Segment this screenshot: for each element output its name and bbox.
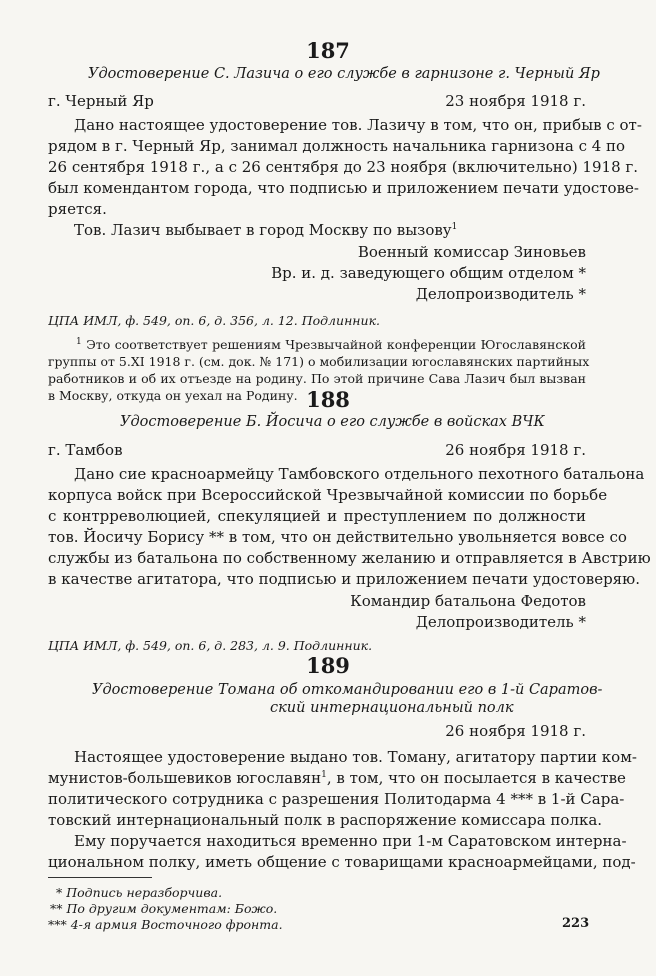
doc-place-188: г. Тамбов	[48, 441, 123, 459]
text-span: мунистов-большевиков югославян	[48, 769, 322, 787]
note-line: группы от 5.XI 1918 г. (см. док. № 171) о мобилизации югославянских партийных	[48, 354, 590, 369]
text-line: рядом в г. Черный Яр, занимал должность начальника гарнизона с 4 по	[48, 137, 626, 155]
footnote-mark: *	[56, 885, 63, 900]
doc-place-187: г. Черный Яр	[48, 92, 154, 110]
text-line: товский интернациональный полк в распоряжение комиссара полка.	[48, 811, 603, 829]
archive-source: ЦПА ИМЛ, ф. 549, оп. 6, д. 356, л. 12. Подлинник.	[48, 313, 381, 328]
doc-number-187: 187	[306, 38, 350, 63]
text-span: Тов. Лазич выбывает в город Москву по вызову	[74, 221, 452, 239]
signature-line: Делопроизводитель *	[415, 285, 586, 303]
text-line: в качестве агитатора, что подписью и приложением печати удостоверяю.	[48, 570, 640, 588]
note-line: работников и об их отъезде на родину. По этой причине Сава Лазич был вызван	[48, 371, 586, 386]
text-line: Ему поручается находиться временно при 1-м Саратовском интерна-	[74, 832, 627, 850]
text-line	[74, 221, 457, 239]
signature-line: Командир батальона Федотов	[350, 592, 586, 610]
doc-date-187: 23 ноября 1918 г.	[445, 92, 586, 110]
note-text: Это соответствует решениям Чрезвычайной конференции Югославянской	[86, 337, 586, 352]
page-number: 223	[562, 916, 590, 931]
note-line: в Москву, откуда он уехал на Родину.	[48, 388, 298, 403]
text-line: 26 сентября 1918 г., а с 26 сентября до 23 ноября (включительно) 1918 г.	[48, 158, 639, 176]
note-mark: 1	[76, 336, 82, 347]
text-line: тов. Йосичу Борису ** в том, что он действительно увольняется вовсе со	[48, 528, 627, 546]
footnote-text: Подпись неразборчива.	[66, 885, 223, 900]
doc-title-188: Удостоверение Б. Йосича о его службе в войсках ВЧК	[120, 414, 545, 430]
text-line: с контрреволюцией, спекуляцией и преступлением по должности	[48, 507, 586, 525]
doc-date-189: 26 ноября 1918 г.	[445, 722, 586, 740]
text-line	[48, 769, 626, 787]
footnote-line	[48, 917, 283, 932]
text-line: корпуса войск при Всероссийской Чрезвычайной комиссии по борьбе	[48, 486, 608, 504]
archive-source: ЦПА ИМЛ, ф. 549, оп. 6, д. 283, л. 9. Подлинник.	[48, 638, 373, 653]
signature-line: Делопроизводитель *	[415, 613, 586, 631]
text-line: ряется.	[48, 200, 107, 218]
text-line: Дано сие красноармейцу Тамбовского отдельного пехотного батальона	[74, 465, 645, 483]
signature-line: Вр. и. д. заведующего общим отделом *	[271, 264, 586, 282]
text-line: службы из батальона по собственному желанию и отправляется в Австрию	[48, 549, 651, 567]
doc-date-188: 26 ноября 1918 г.	[445, 441, 586, 459]
footnote-line	[56, 885, 222, 900]
note-line	[76, 337, 586, 352]
text-line: политического сотрудника с разрешения Политодарма 4 *** в 1-й Сара-	[48, 790, 625, 808]
signature-line: Военный комиссар Зиновьев	[357, 243, 586, 261]
doc-title-187: Удостоверение С. Лазича о его службе в гарнизоне г. Черный Яр	[88, 66, 600, 82]
footnote-mark: **	[50, 901, 63, 916]
text-line: был комендантом города, что подписью и приложением печати удостове-	[48, 179, 639, 197]
footnote-ref: 1	[321, 770, 327, 780]
text-span: , в том, что он посылается в качестве	[326, 769, 626, 787]
text-line: Настоящее удостоверение выдано тов. Томану, агитатору партии ком-	[74, 748, 637, 766]
footnote-divider	[48, 877, 152, 878]
doc-title-189: Удостоверение Томана об откомандировании его в 1-й Саратов-	[92, 682, 603, 698]
doc-number-188: 188	[306, 387, 350, 412]
doc-title-189-cont: ский интернациональный полк	[270, 700, 514, 716]
footnote-mark: ***	[48, 917, 67, 932]
doc-number-189: 189	[306, 653, 350, 678]
text-line: Дано настоящее удостоверение тов. Лазичу в том, что он, прибыв с от-	[74, 116, 642, 134]
footnote-line	[50, 901, 277, 916]
footnote-ref: 1	[451, 222, 458, 232]
footnote-text: 4-я армия Восточного фронта.	[70, 917, 283, 932]
footnote-text: По другим документам: Божо.	[66, 901, 278, 916]
text-line: циональном полку, иметь общение с товарищами красноармейцами, под-	[48, 853, 636, 871]
